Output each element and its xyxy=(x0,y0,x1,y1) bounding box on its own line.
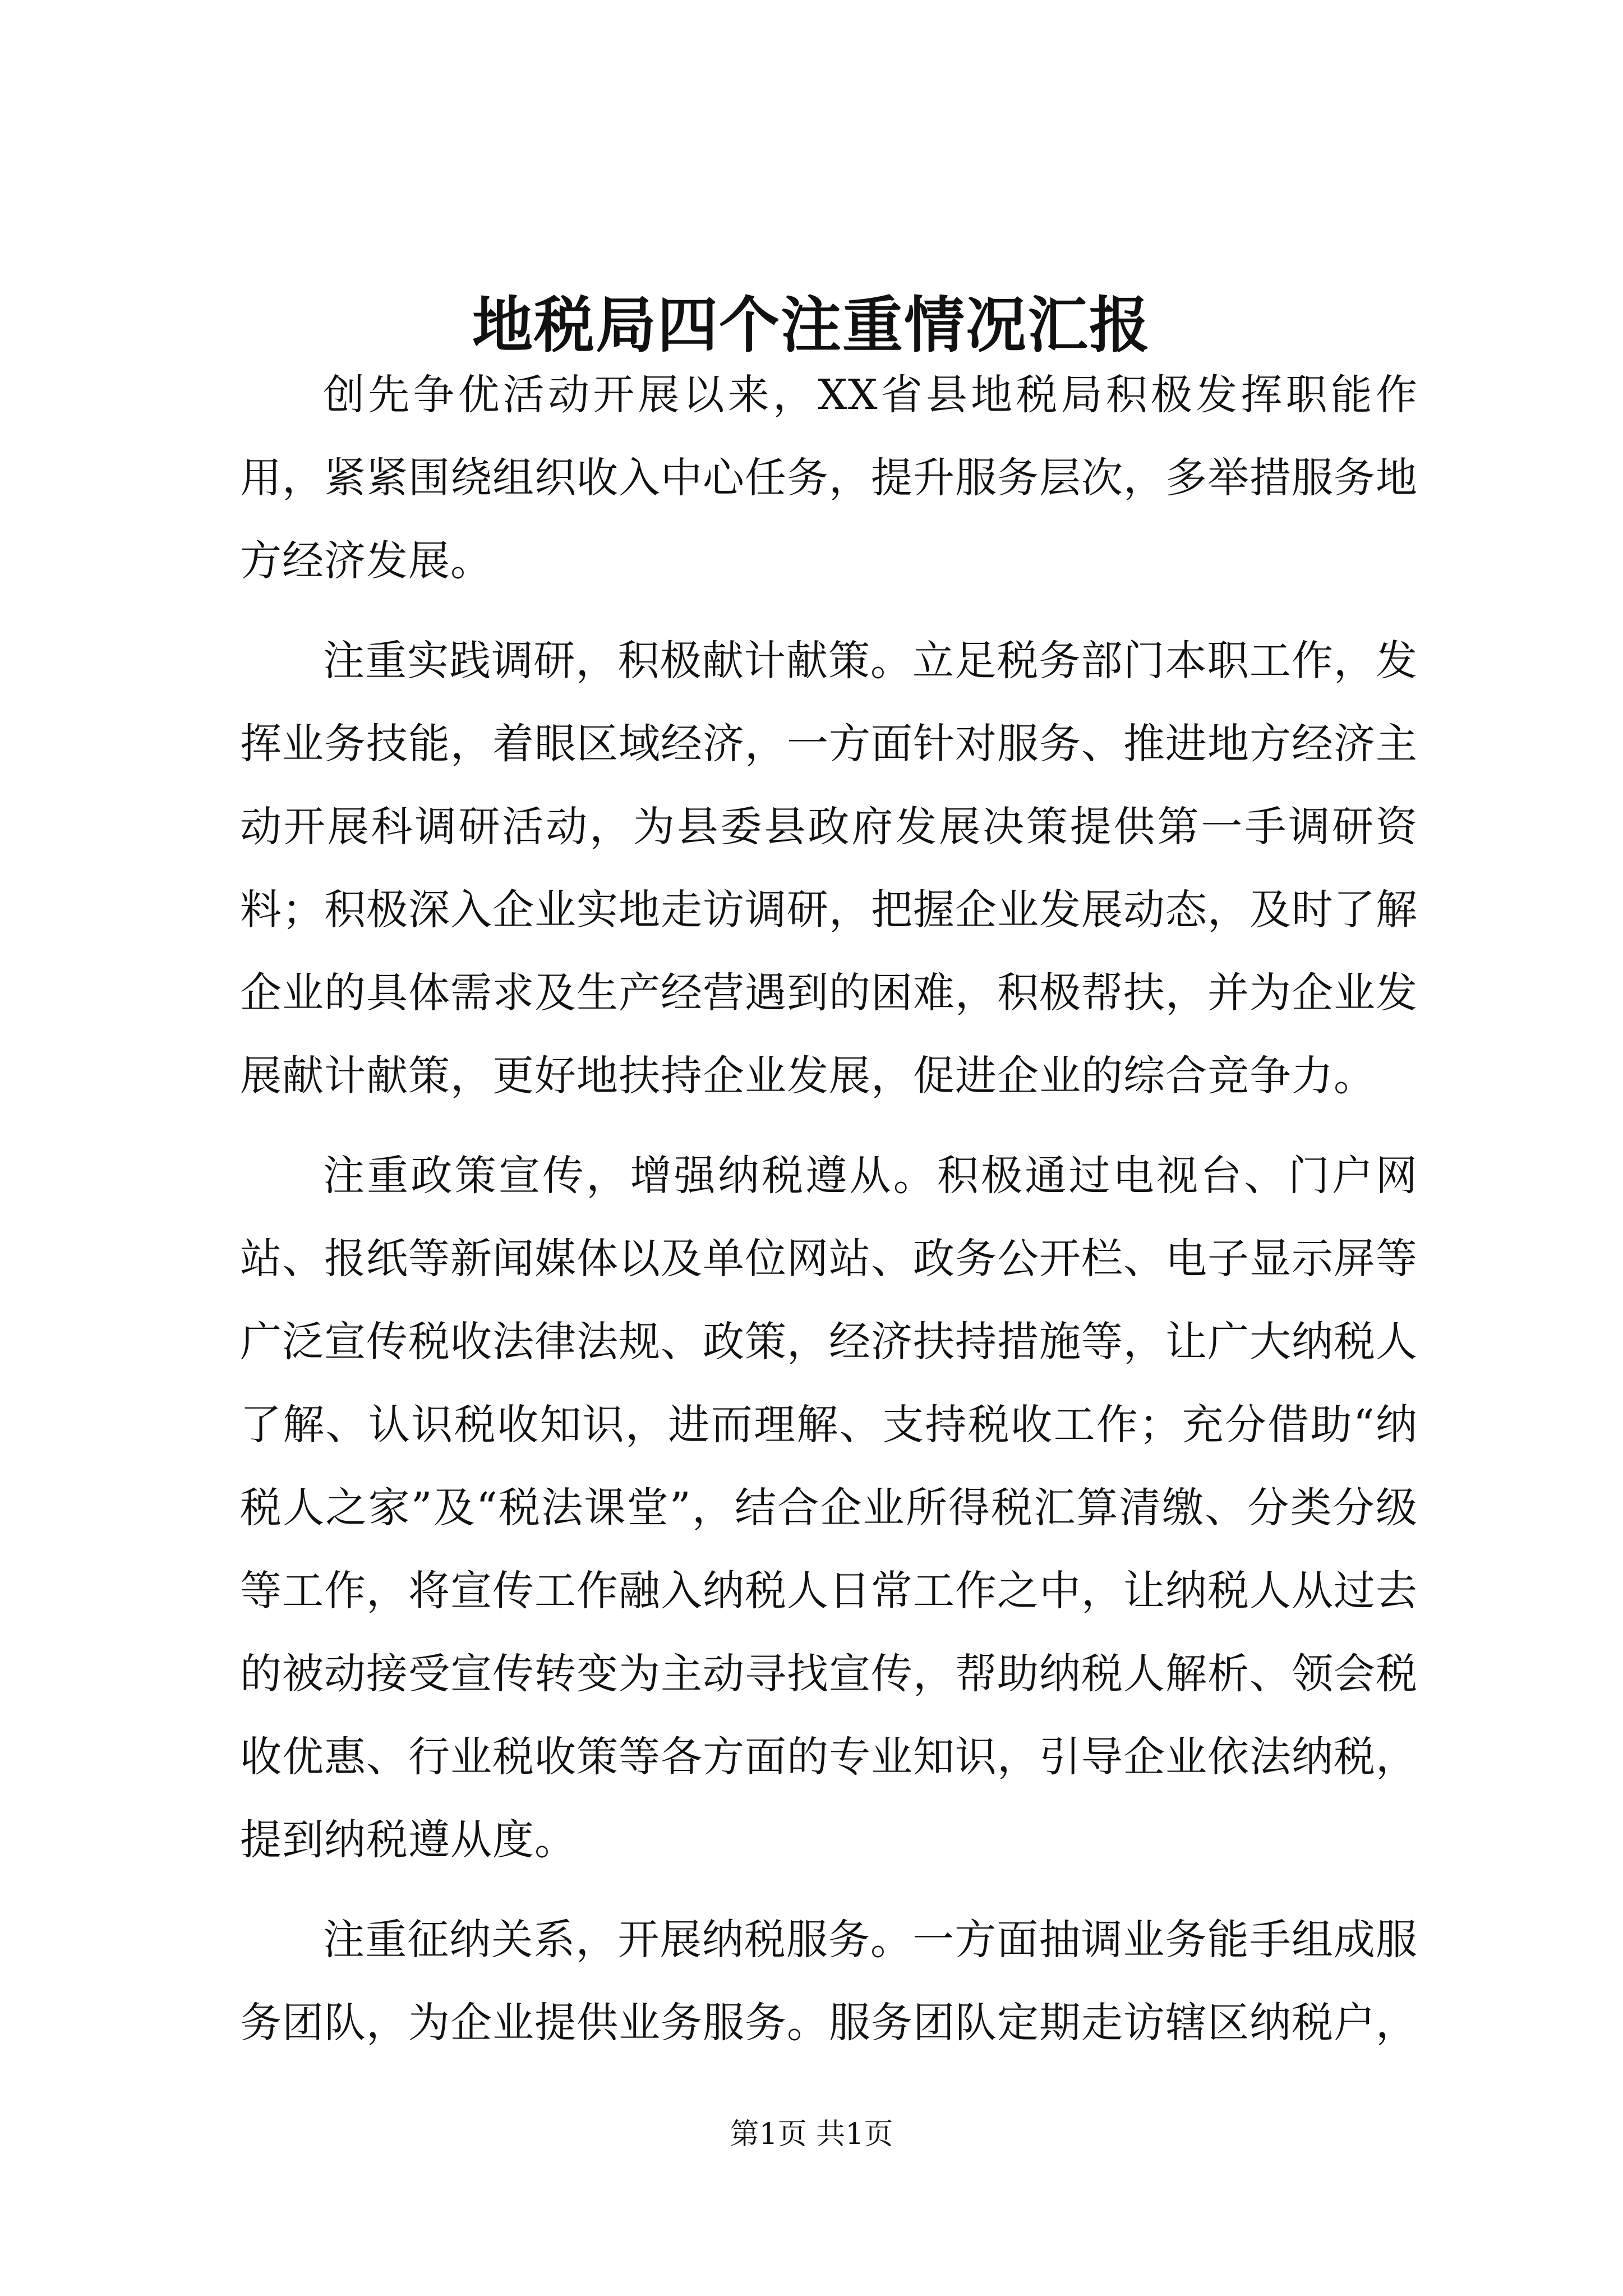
paragraph-intro: 创先争优活动开展以来，XX省县地税局积极发挥职能作用，紧紧围绕组织收入中心任务，提升服务层次，多举措服务地方经济发展。 xyxy=(240,371,1418,585)
page-footer: 第1页 共1页 xyxy=(730,2118,893,2151)
document-title: 地税局四个注重情况汇报 xyxy=(472,290,1151,361)
paragraph-service: 注重征纳关系，开展纳税服务。一方面抽调业务能手组成服务团队，为企业提供业务服务。服务团队定期走访辖区纳税户， xyxy=(240,1916,1418,2047)
paragraph-research: 注重实践调研，积极献计献策。立足税务部门本职工作，发挥业务技能，着眼区域经济，一方面针对服务、推进地方经济主动开展科调研活动，为县委县政府发展决策提供第一手调研资料；积极深入企业实地走访调研，把握企业发展动态，及时了解企业的具体需求及生产经营遇到的困难，积极帮扶，并为企业发展献计献策，更好地扶持企业发展，促进企业的综合竞争力。 xyxy=(240,637,1418,1100)
paragraph-policy: 注重政策宣传，增强纳税遵从。积极通过电视台、门户网站、报纸等新闻媒体以及单位网站、政务公开栏、电子显示屏等广泛宣传税收法律法规、政策，经济扶持措施等，让广大纳税人了解、认识税收知识，进而理解、支持税收工作；充分借助“纳税人之家”及“税法课堂”，结合企业所得税汇算清缴、分类分级等工作，将宣传工作融入纳税人日常工作之中，让纳税人从过去的被动接受宣传转变为主动寻找宣传，帮助纳税人解析、领会税收优惠、行业税收策等各方面的专业知识，引导企业依法纳税，提到纳税遵从度。 xyxy=(240,1152,1418,1864)
document-body xyxy=(240,353,1418,2064)
